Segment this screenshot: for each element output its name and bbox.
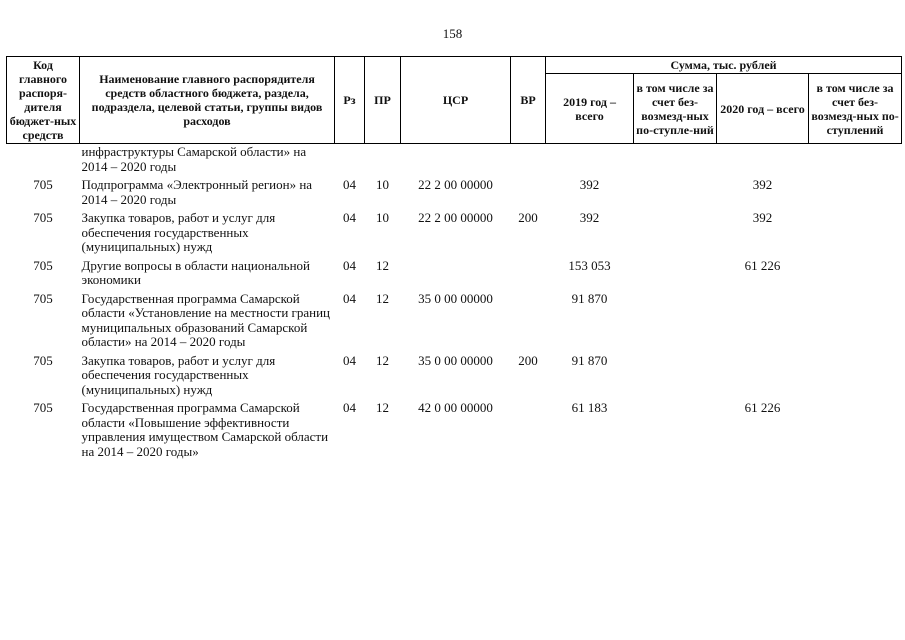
cell-name: Государственная программа Самарской области «Повышение эффективности управления имуществом Самарской области на 2014 – 2020 годы» <box>81 400 329 459</box>
cell-2020-total <box>717 353 809 401</box>
cell-2019-total: 392 <box>579 210 600 225</box>
cell-2020-free <box>809 353 902 401</box>
cell-rz: 04 <box>343 210 356 225</box>
cell-name: Закупка товаров, работ и услуг для обеспечения государственных (муниципальных) нужд <box>81 210 276 254</box>
header-name: Наименование главного распорядителя средств областного бюджета, раздела, подраздела, целевой статьи, группы видов расходов <box>80 57 335 144</box>
cell-2019-free <box>634 353 717 401</box>
page-number: 158 <box>442 26 463 41</box>
cell-vr: 200 <box>518 210 538 225</box>
header-2020-total: 2020 год – всего <box>717 74 809 144</box>
cell-pr: 12 <box>376 290 389 306</box>
cell-csr: 22 2 00 00000 <box>418 177 493 192</box>
cell-name: Подпрограмма «Электронный регион» на 2014 – 2020 годы <box>81 177 313 207</box>
cell-vr <box>511 291 546 353</box>
header-pr: ПР <box>365 57 401 144</box>
header-vr: ВР <box>511 57 546 144</box>
cell-2020-total: 392 <box>752 210 773 225</box>
table-header <box>7 57 902 144</box>
cell-2019-free <box>634 291 717 353</box>
header-csr: ЦСР <box>401 57 511 144</box>
cell-2019-total: 392 <box>579 177 600 192</box>
cell-code: 705 <box>33 400 53 415</box>
header-rz: Рз <box>335 57 365 144</box>
cell-2019-total: 153 053 <box>568 257 611 273</box>
cell-2020-total <box>717 144 809 178</box>
cell-csr: 42 0 00 00000 <box>418 400 493 415</box>
table-row <box>7 291 902 353</box>
cell-2020-total: 61 226 <box>744 257 781 273</box>
table-row <box>7 400 902 462</box>
cell-rz: 04 <box>343 290 356 306</box>
cell-vr <box>511 400 546 462</box>
table-row <box>7 210 902 258</box>
cell-code: 705 <box>33 352 53 368</box>
cell-csr: 22 2 00 00000 <box>418 210 493 225</box>
cell-2020-free <box>809 291 902 353</box>
table-row <box>7 353 902 401</box>
cell-rz: 04 <box>343 177 356 192</box>
cell-code: 705 <box>33 290 53 306</box>
cell-code: 705 <box>33 210 53 225</box>
cell-pr: 12 <box>376 400 389 415</box>
table-row <box>7 258 902 291</box>
table-row <box>7 177 902 210</box>
cell-csr: 35 0 00 00000 <box>418 352 493 368</box>
header-code: Код главного распоря-дителя бюджет-ных средств <box>7 57 80 144</box>
cell-rz: 04 <box>343 352 356 368</box>
cell-pr: 10 <box>376 177 389 192</box>
table-row <box>7 144 902 178</box>
budget-table <box>6 56 902 462</box>
cell-2019-total: 91 870 <box>571 290 608 306</box>
cell-2019-free <box>634 400 717 462</box>
cell-csr <box>401 258 511 291</box>
cell-vr <box>511 258 546 291</box>
cell-code: 705 <box>33 177 53 192</box>
header-2020-free: в том числе за счет без-возмезд-ных по-ступлений <box>809 74 902 144</box>
cell-2020-total: 392 <box>752 177 773 192</box>
cell-2020-free <box>809 258 902 291</box>
cell-name: Государственная программа Самарской области «Установление на местности границ муниципальных образований Самарской области» на 2014 – 2020 годы <box>81 290 331 349</box>
cell-rz <box>335 144 365 178</box>
cell-rz: 04 <box>343 257 356 273</box>
cell-2019-free <box>634 210 717 258</box>
cell-csr: 35 0 00 00000 <box>418 290 493 306</box>
cell-name: Другие вопросы в области национальной экономики <box>81 257 310 287</box>
cell-2019-total <box>546 144 634 178</box>
cell-csr <box>401 144 511 178</box>
header-sum: Сумма, тыс. рублей <box>546 57 902 74</box>
cell-2020-free <box>809 144 902 178</box>
cell-2020-free <box>809 400 902 462</box>
cell-2019-total: 61 183 <box>571 400 608 415</box>
cell-2020-total: 61 226 <box>744 400 781 415</box>
cell-2020-free <box>809 210 902 258</box>
cell-vr: 200 <box>518 352 538 368</box>
cell-pr <box>365 144 401 178</box>
cell-2020-free <box>809 177 902 210</box>
cell-rz: 04 <box>343 400 356 415</box>
header-2019-total: 2019 год – всего <box>546 74 634 144</box>
cell-code: 705 <box>33 257 53 273</box>
cell-vr <box>511 177 546 210</box>
cell-pr: 12 <box>376 352 389 368</box>
cell-name: инфраструктуры Самарской области» на 2014 – 2020 годы <box>81 144 307 174</box>
cell-2020-total <box>717 291 809 353</box>
cell-2019-free <box>634 258 717 291</box>
table-body <box>7 144 902 463</box>
cell-2019-free <box>634 177 717 210</box>
cell-name: Закупка товаров, работ и услуг для обеспечения государственных (муниципальных) нужд <box>81 352 276 397</box>
cell-vr <box>511 144 546 178</box>
header-2019-free: в том числе за счет без-возмезд-ных по-ступле-ний <box>634 74 717 144</box>
cell-2019-total: 91 870 <box>571 352 608 368</box>
cell-code <box>7 144 80 178</box>
cell-pr: 12 <box>376 257 389 273</box>
cell-pr: 10 <box>376 210 389 225</box>
cell-2019-free <box>634 144 717 178</box>
